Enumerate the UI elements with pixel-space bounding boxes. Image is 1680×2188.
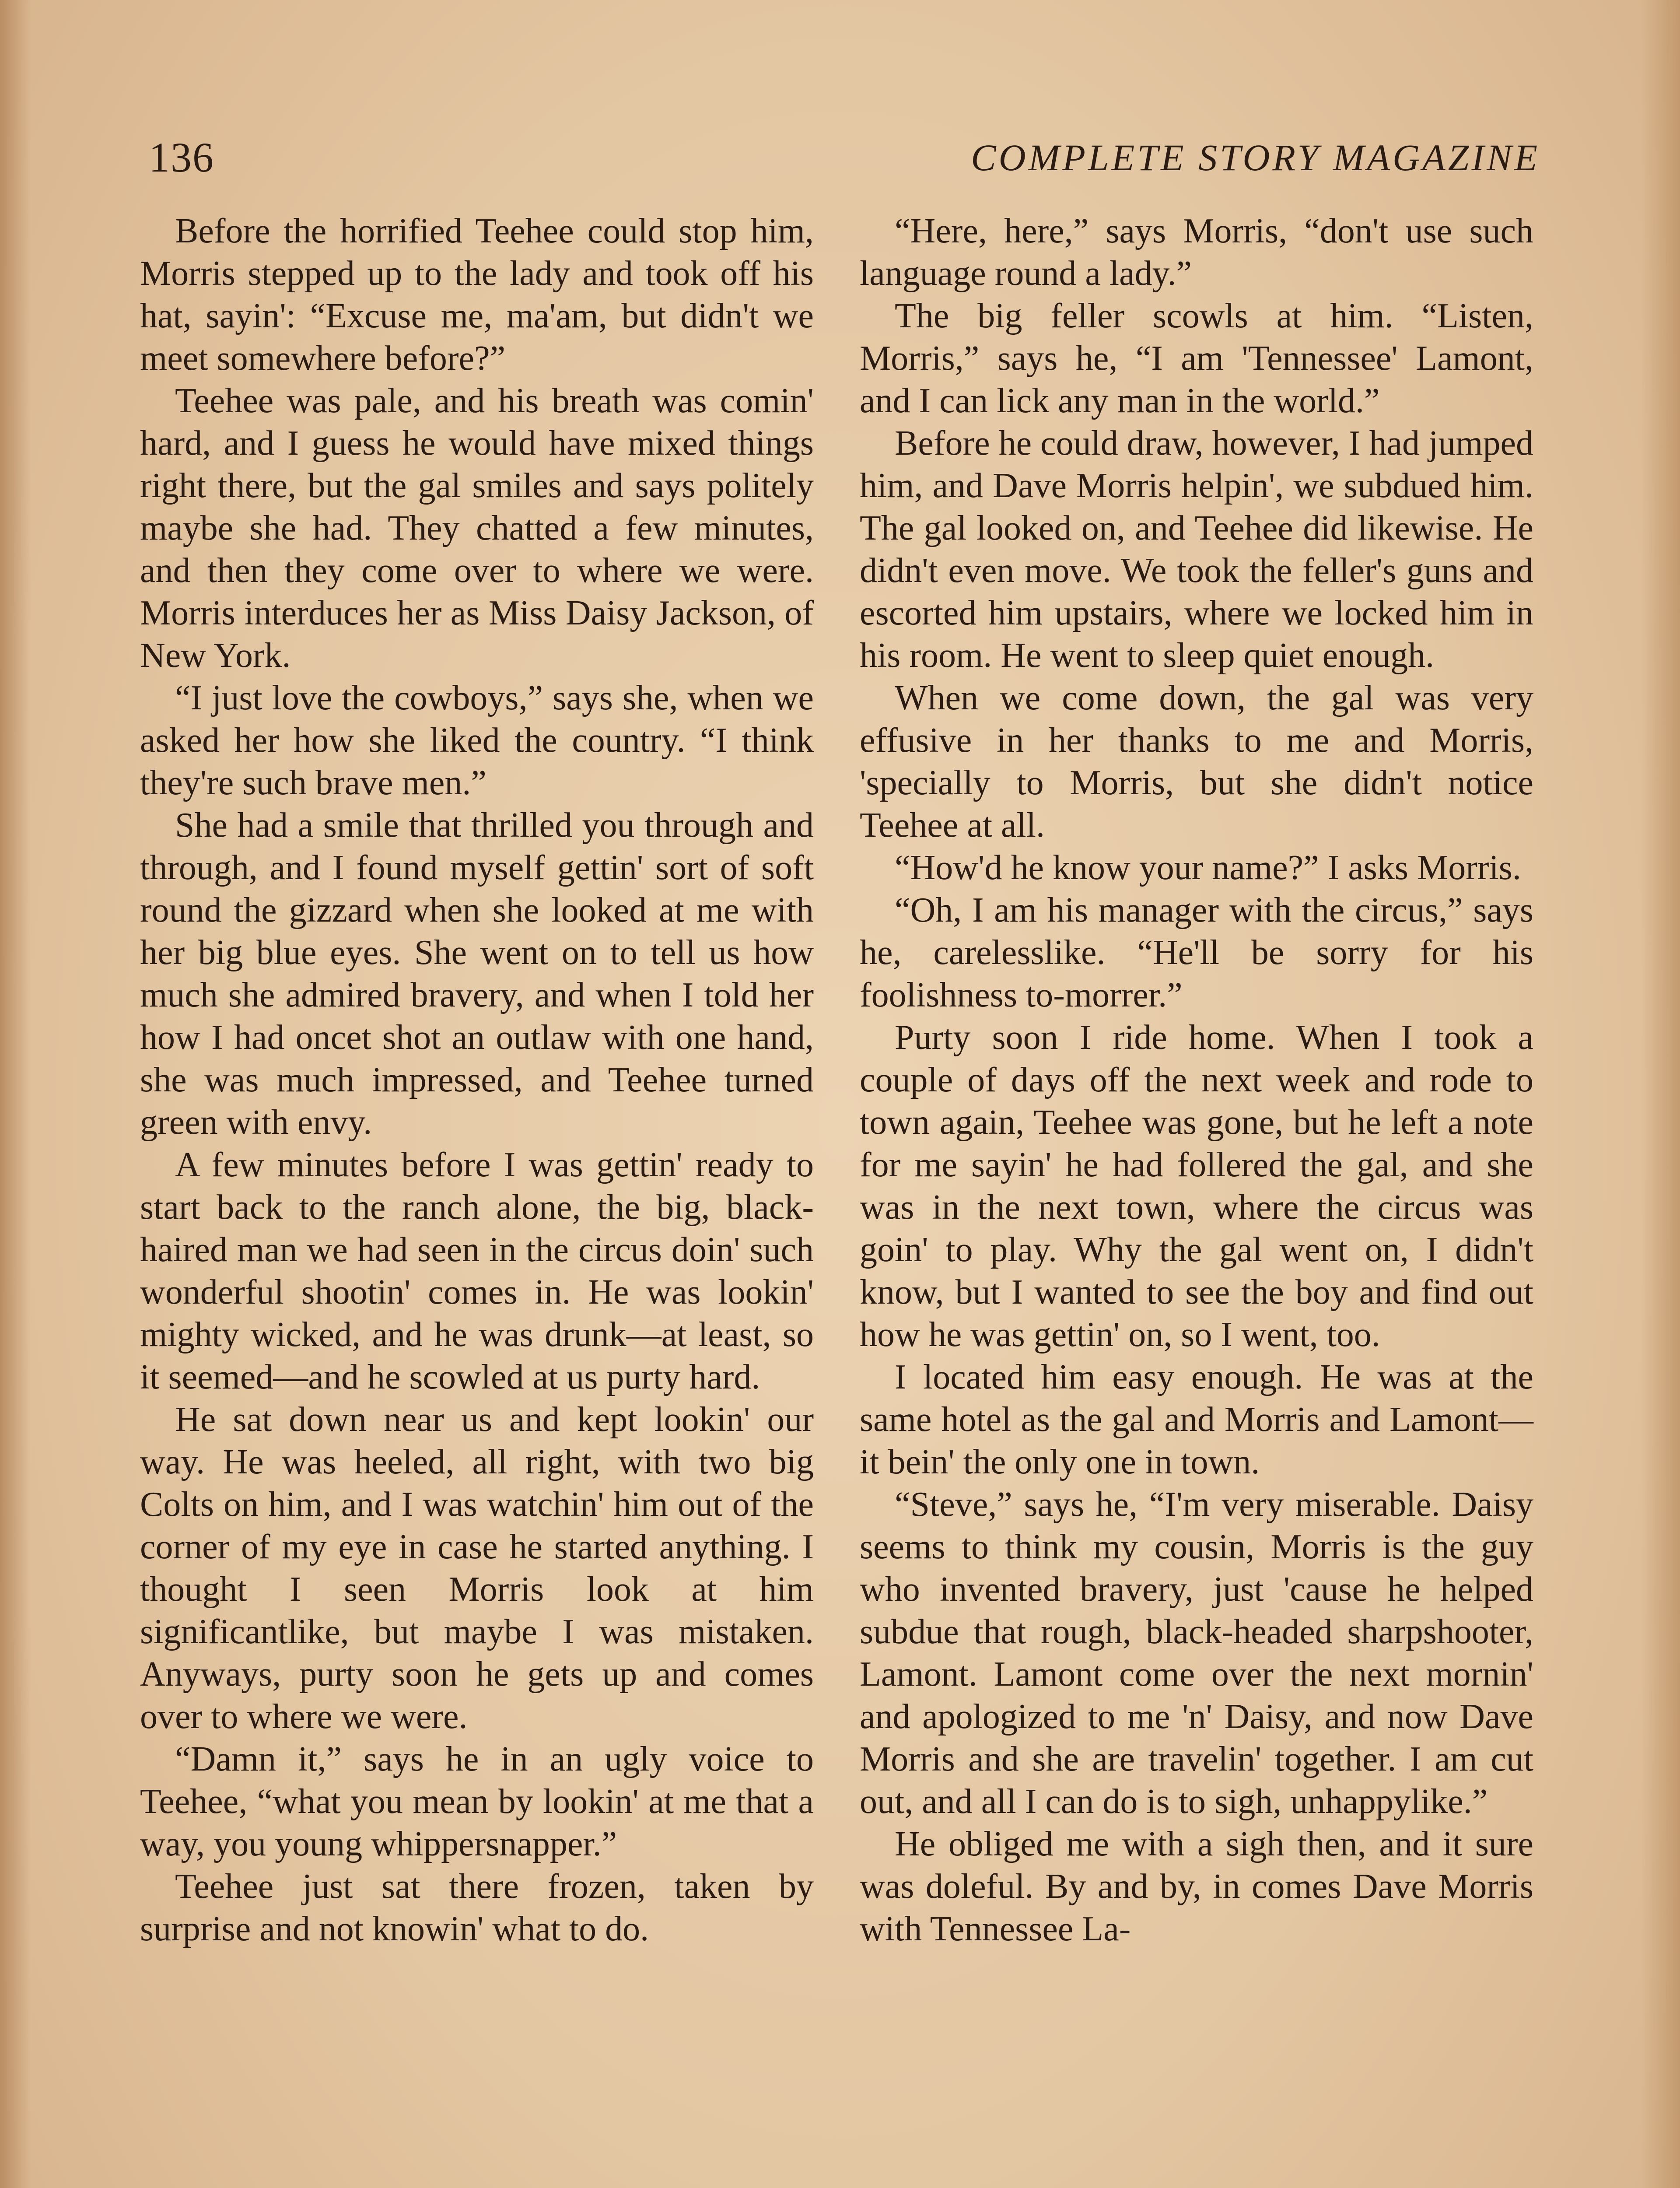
paragraph: She had a smile that thrilled you through and through, and I found myself gettin' sort of soft round the gizzard when she looked at me with her big blue eyes. She went on to tell us how much she admired bravery, and when I told her how I had oncet shot an outlaw with one hand, she was much impressed, and Teehee turned green with envy.: [140, 806, 814, 1142]
page-header: [149, 131, 1540, 184]
paragraph: “Here, here,” says Morris, “don't use such language round a lady.”: [860, 212, 1533, 293]
paragraph: “I just love the cowboys,” says she, when we asked her how she liked the country. “I think they're such brave men.”: [140, 679, 814, 802]
paragraph: He obliged me with a sigh then, and it sure was doleful. By and by, in comes Dave Morris with Tennessee La-: [860, 1825, 1533, 1948]
page-edge-shadow-right: [1641, 0, 1680, 2188]
running-title: COMPLETE STORY MAGAZINE: [971, 137, 1540, 179]
page-edge-shadow-left: [0, 0, 31, 2188]
paragraph: “Steve,” says he, “I'm very miserable. Daisy seems to think my cousin, Morris is the guy who invented bravery, just 'cause he helped subdue that rough, black-headed sharpshooter, Lamont. Lamont come over the next mornin' and apologized to me 'n' Daisy, and now Dave Morris and she are travelin' together. I am cut out, and all I can do is to sigh, unhappylike.”: [860, 1485, 1533, 1821]
left-text-column: [140, 210, 814, 1950]
paragraph: When we come down, the gal was very effusive in her thanks to me and Morris, 'specially to Morris, but she didn't notice Teehee at all.: [860, 679, 1533, 845]
right-text-column: [860, 210, 1533, 1950]
paragraph: Purty soon I ride home. When I took a couple of days off the next week and rode to town again, Teehee was gone, but he left a note for me sayin' he had follered the gal, and she was in the next town, where the circus was goin' to play. Why the gal went on, I didn't know, but I wanted to see the boy and find out how he was gettin' on, so I went, too.: [860, 1018, 1533, 1354]
paragraph: He sat down near us and kept lookin' our way. He was heeled, all right, with two big Colts on him, and I was watchin' him out of the corner of my eye in case he started anything. I thought I seen Morris look at him significantlike, but maybe I was mistaken. Anyways, purty soon he gets up and comes over to where we were.: [140, 1400, 814, 1736]
paragraph: The big feller scowls at him. “Listen, Morris,” says he, “I am 'Tennessee' Lamont, and I can lick any man in the world.”: [860, 297, 1533, 420]
paragraph: A few minutes before I was gettin' ready to start back to the ranch alone, the big, black-haired man we had seen in the circus doin' such wonderful shootin' comes in. He was lookin' mighty wicked, and he was drunk—at least, so it seemed—and he scowled at us purty hard.: [140, 1146, 814, 1396]
paragraph: I located him easy enough. He was at the same hotel as the gal and Morris and Lamont—it bein' the only one in town.: [860, 1358, 1533, 1481]
paragraph: “Oh, I am his manager with the circus,” says he, carelesslike. “He'll be sorry for his foolishness to-morrer.”: [860, 891, 1533, 1014]
page-number: 136: [149, 134, 214, 181]
paragraph: “Damn it,” says he in an ugly voice to Teehee, “what you mean by lookin' at me that a way, you young whippersnapper.”: [140, 1740, 814, 1863]
paragraph: Teehee was pale, and his breath was comin' hard, and I guess he would have mixed things right there, but the gal smiles and says politely maybe she had. They chatted a few minutes, and then they come over to where we were. Morris interduces her as Miss Daisy Jackson, of New York.: [140, 382, 814, 675]
paragraph: Teehee just sat there frozen, taken by surprise and not knowin' what to do.: [140, 1867, 814, 1948]
paragraph: “How'd he know your name?” I asks Morris.: [895, 849, 1521, 887]
paragraph: Before he could draw, however, I had jumped him, and Dave Morris helpin', we subdued him. The gal looked on, and Teehee did likewise. He didn't even move. We took the feller's guns and escorted him upstairs, where we locked him in his room. He went to sleep quiet enough.: [860, 424, 1533, 675]
paragraph: Before the horrified Teehee could stop him, Morris stepped up to the lady and took off his hat, sayin': “Excuse me, ma'am, but didn't we meet somewhere before?”: [140, 212, 814, 378]
